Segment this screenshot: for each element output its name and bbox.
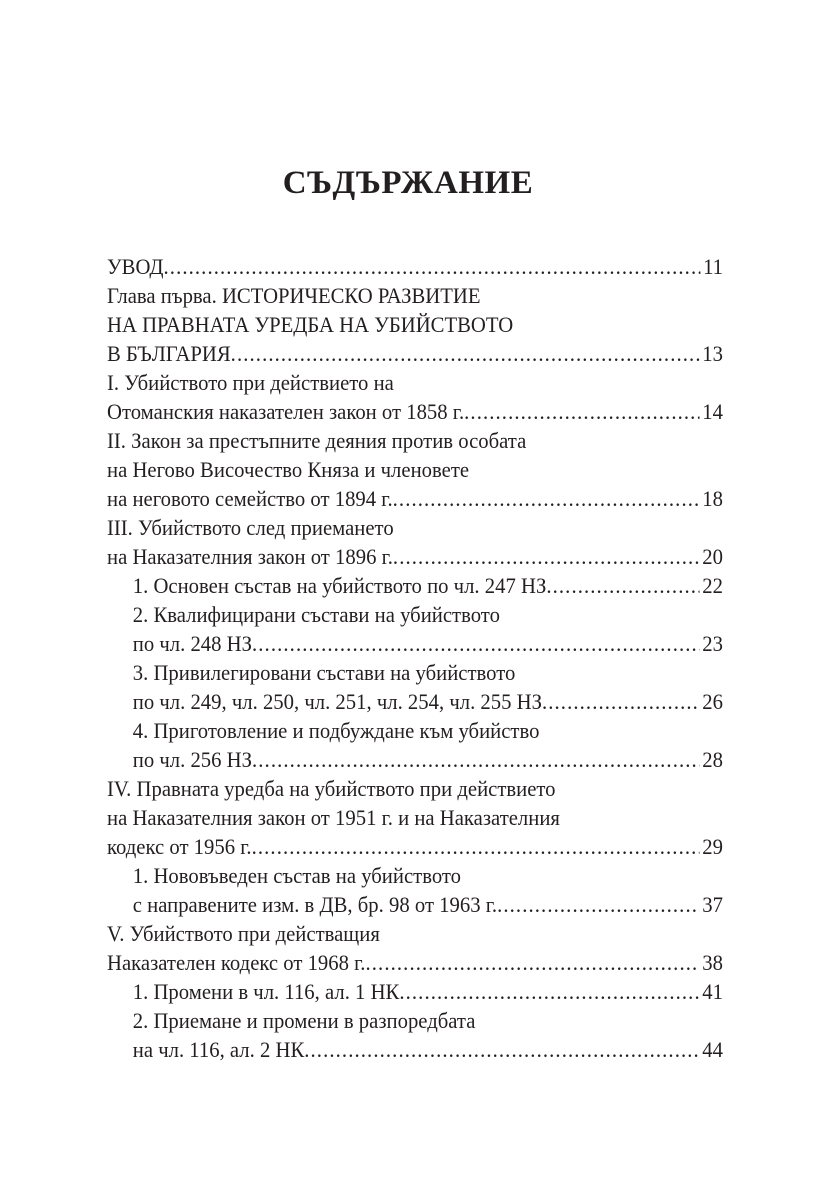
toc-entry [107,948,723,977]
toc-page-number: 41 [702,979,724,1004]
toc-entry-text: на Негово Височество Княза и членовете [107,457,470,482]
toc-entry-continuation [107,716,723,745]
dot-leader [464,397,699,426]
dot-leader [365,948,699,977]
dot-leader [231,339,700,368]
toc-page-number: 44 [702,1037,724,1062]
toc-entry-text: 1. Нововъведен състав на убийството [132,863,462,888]
toc-entry-text: II. Закон за престъпните деяния против особата [107,428,527,453]
page-title: СЪДЪРЖАНИЕ [282,165,534,201]
toc-entry-continuation [107,919,723,948]
toc-page-number: 38 [702,950,724,975]
toc-entry-text: Глава първа. ИСТОРИЧЕСКО РАЗВИТИЕ [107,283,481,308]
toc-entry [107,542,723,571]
toc-page-number: 20 [702,544,724,569]
dot-leader [393,542,700,571]
toc-entry [107,252,723,281]
toc-entry-continuation [107,455,723,484]
toc-page-number: 11 [703,254,724,279]
toc-page-number: 13 [702,341,724,366]
dot-leader [393,484,700,513]
toc-entry [107,397,723,426]
toc-entry-text: по чл. 256 НЗ [132,747,253,772]
toc-entry [107,890,723,919]
toc-entry-continuation [107,658,723,687]
toc-entry-text: Отоманския наказателен закон от 1858 г. [107,399,465,424]
toc-entry-text: 4. Приготовление и подбуждане към убийство [132,718,540,743]
dot-leader [252,745,700,774]
toc-page-number: 22 [702,573,724,598]
toc-entry-continuation [107,803,723,832]
toc-entry-text: кодекс от 1956 г. [107,834,252,859]
toc-entry-text: V. Убийството при действащия [107,921,380,946]
toc-entry-text: на чл. 116, ал. 2 НК [132,1037,305,1062]
toc-page-number: 14 [702,399,724,424]
toc-entry-continuation [107,1006,723,1035]
toc-entry-text: на неговото семейство от 1894 г. [107,486,393,511]
toc-entry-text: III. Убийството след приемането [107,515,394,540]
toc-entry-text: 1. Промени в чл. 116, ал. 1 НК [132,979,400,1004]
toc-entry-continuation [107,368,723,397]
toc-page-number: 23 [702,631,724,656]
toc-entry-text: на Наказателния закон от 1951 г. и на Наказателния [107,805,560,830]
table-of-contents [107,252,723,1064]
toc-page-number: 29 [702,834,724,859]
toc-entry-continuation [107,600,723,629]
toc-entry [107,484,723,513]
toc-entry-text: УВОД [107,254,164,279]
toc-entry-text: с направените изм. в ДВ, бр. 98 от 1963 г. [132,892,498,917]
toc-entry [107,687,723,716]
dot-leader [252,629,700,658]
dot-leader [304,1035,699,1064]
toc-entry-continuation [107,774,723,803]
toc-page-number: 26 [702,689,724,714]
dot-leader [399,977,699,1006]
toc-entry-text: 3. Привилегировани състави на убийството [132,660,516,685]
dot-leader [164,252,701,281]
toc-entry-text: по чл. 249, чл. 250, чл. 251, чл. 254, чл. 255 НЗ [132,689,542,714]
toc-entry-text: 1. Основен състав на убийството по чл. 247 НЗ [132,573,547,598]
toc-entry-text: Наказателен кодекс от 1968 г. [107,950,366,975]
toc-entry-continuation [107,281,723,310]
toc-entry-text: по чл. 248 НЗ [132,631,253,656]
toc-entry-continuation [107,861,723,890]
toc-entry [107,571,723,600]
toc-entry-continuation [107,310,723,339]
toc-entry-text: 2. Приемане и промени в разпоредбата [132,1008,476,1033]
toc-entry-text: на Наказателния закон от 1896 г. [107,544,393,569]
toc-entry-text: В БЪЛГАРИЯ [107,341,231,366]
toc-entry [107,832,723,861]
toc-entry-continuation [107,513,723,542]
toc-page-number: 37 [702,892,724,917]
toc-entry [107,1035,723,1064]
toc-entry-text: НА ПРАВНАТА УРЕДБА НА УБИЙСТВОТО [107,312,514,337]
toc-entry-continuation [107,426,723,455]
dot-leader [546,571,699,600]
toc-page-number: 18 [702,486,724,511]
toc-entry-text: I. Убийството при действието на [107,370,394,395]
toc-entry-text: IV. Правната уредба на убийството при действието [107,776,556,801]
toc-page-number: 28 [702,747,724,772]
toc-entry-text: 2. Квалифицирани състави на убийството [132,602,500,627]
toc-entry [107,977,723,1006]
dot-leader [497,890,699,919]
toc-entry [107,745,723,774]
dot-leader [252,832,700,861]
toc-entry [107,629,723,658]
toc-entry [107,339,723,368]
dot-leader [542,687,700,716]
